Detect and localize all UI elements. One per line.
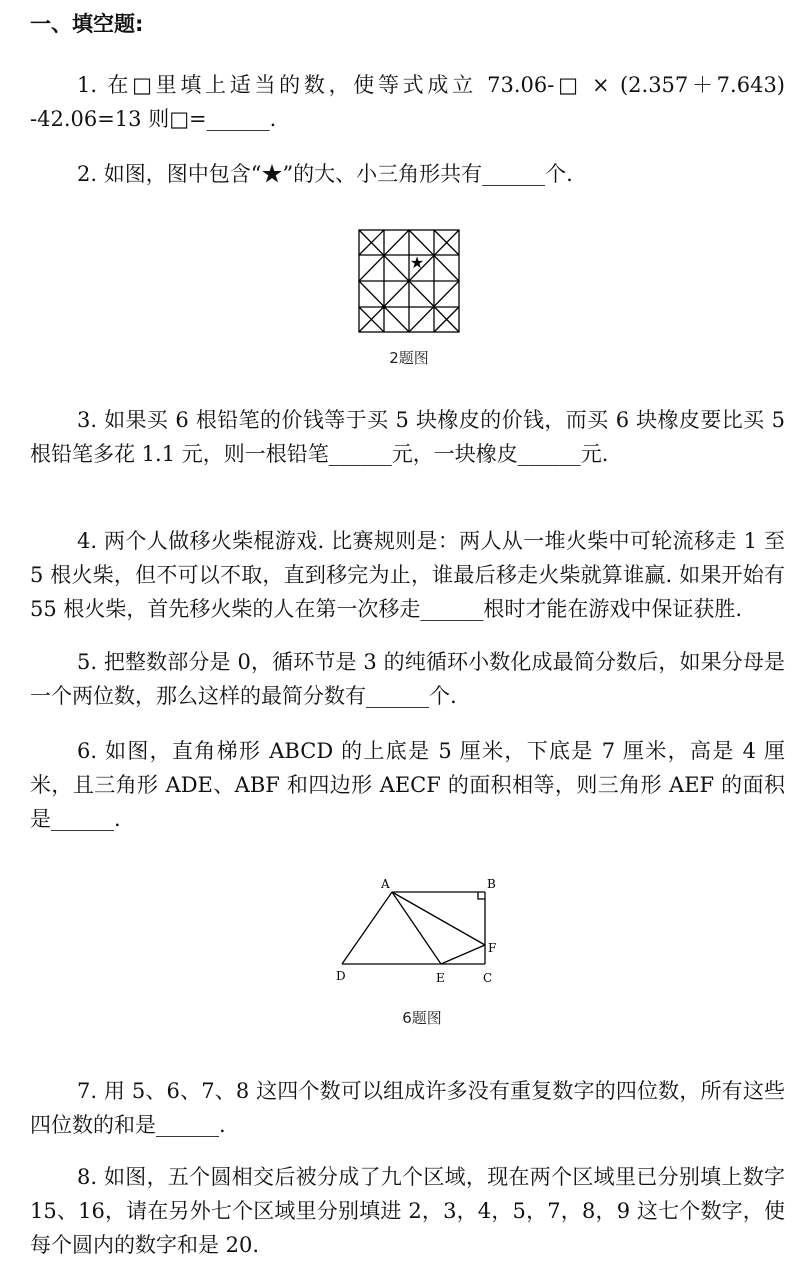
question-5: 5. 把整数部分是 0，循环节是 3 的纯循环小数化成最简分数后，如果分母是一个两位数，那么这样的最简分数有______个.: [30, 650, 785, 708]
question-2: 2. 如图，图中包含“★”的大、小三角形共有______个.: [77, 162, 573, 186]
figure-2-grid-diagram: [358, 229, 460, 333]
question-1: 1. 在□里填上适当的数，使等式成立 73.06-□ × (2.357＋7.643) -42.06=13 则□=______.: [30, 73, 785, 131]
question-3: 3. 如果买 6 根铅笔的价钱等于买 5 块橡皮的价钱，而买 6 块橡皮要比买 5 根铅笔多花 1.1 元，则一根铅笔______元，一块橡皮______元.: [30, 408, 785, 466]
right-angle-marker: [478, 892, 485, 899]
question-6: 6. 如图，直角梯形 ABCD 的上底是 5 厘米，下底是 7 厘米，高是 4 厘米，且三角形 ADE、ABF 和四边形 AECF 的面积相等，则三角形 AEF 的面积是______.: [30, 739, 785, 831]
label-A: A: [381, 877, 390, 891]
figure-2-caption: 2题图: [389, 349, 429, 367]
label-B: B: [487, 877, 496, 891]
segment-AF: [392, 892, 485, 945]
figure-6-caption: 6题图: [402, 1009, 442, 1027]
dot-marker: [382, 305, 386, 309]
section-title: 一、填空题:: [30, 12, 144, 36]
label-F: F: [488, 941, 497, 955]
label-E: E: [436, 971, 445, 985]
segment-EF: [441, 945, 485, 964]
star-icon: ★: [409, 253, 425, 272]
segment-AD: [342, 892, 392, 964]
question-8: 8. 如图，五个圆相交后被分成了九个区域，现在两个区域里已分别填上数字 15、16，请在另外七个区域里分别填进 2，3，4，5，7，8，9 这七个数字，使每个圆内的数字和是 20.: [30, 1165, 785, 1257]
label-D: D: [336, 969, 346, 983]
label-C: C: [483, 971, 493, 985]
segment-AE: [392, 892, 441, 964]
question-7: 7. 用 5、6、7、8 这四个数可以组成许多没有重复数字的四位数，所有这些四位数的和是______.: [30, 1079, 785, 1137]
figure-6-trapezoid-diagram: [330, 872, 506, 990]
question-4: 4. 两个人做移火柴棍游戏. 比赛规则是：两人从一堆火柴中可轮流移走 1 至 5 根火柴，但不可以不取，直到移完为止，谁最后移走火柴就算谁赢. 如果开始有 55 根火柴，首先移火柴的人在第一次移走______根时才能在游戏中保证获胜.: [30, 529, 785, 621]
